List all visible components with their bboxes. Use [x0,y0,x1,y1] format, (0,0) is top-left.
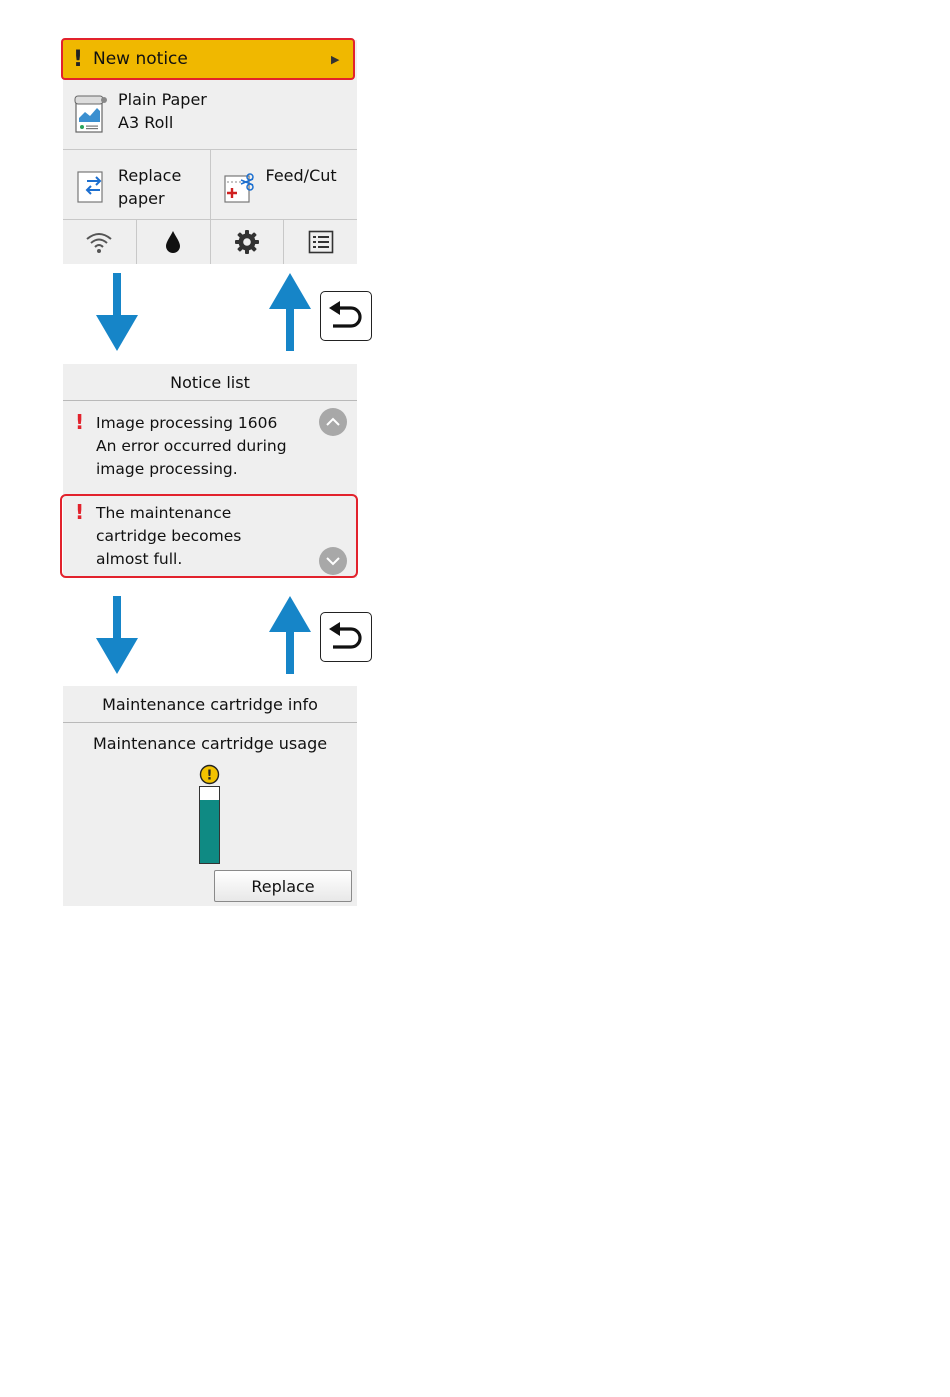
replace-paper-button[interactable] [63,150,210,219]
gear-icon [234,229,260,255]
notice-item-maintenance-cartridge[interactable] [60,494,358,578]
feed-cut-label: Feed/Cut [265,166,337,185]
new-notice-label: New notice [93,49,188,69]
paper-roll-icon [73,92,107,136]
scroll-down-button[interactable] [319,547,347,575]
error-mark-icon: ! [75,500,85,524]
settings-button[interactable] [210,220,284,264]
maintenance-info-title: Maintenance cartridge info [63,686,357,723]
notice-exclamation-icon: ! [72,46,84,72]
down-arrow-icon [96,596,138,674]
ink-drop-icon [164,230,182,254]
up-arrow-icon [269,273,311,351]
back-arrow-icon [327,621,365,653]
chevron-down-icon [325,556,341,566]
notice-item-image-processing[interactable] [63,408,357,492]
paper-size: A3 Roll [118,113,174,132]
warning-mark: ! [206,768,213,784]
usage-label: Maintenance cartridge usage [92,734,328,753]
new-notice-button[interactable] [61,38,355,80]
warning-icon [199,764,220,785]
usage-gauge-fill [200,800,219,863]
error-mark-icon: ! [75,410,85,434]
menu-list-button[interactable] [283,220,357,264]
home-screen [63,40,357,264]
paper-type: Plain Paper [118,90,207,109]
usage-gauge [199,786,220,864]
notice-list-screen [63,364,357,578]
paper-settings-button[interactable] [63,84,357,150]
notice-text: Image processing 1606 An error occurred during image processing. [96,414,287,478]
replace-button[interactable]: Replace [214,870,352,902]
feed-cut-button[interactable] [210,150,358,219]
up-arrow-icon [269,596,311,674]
triangle-right-icon: ▶ [331,52,340,66]
action-row [63,150,357,220]
replace-paper-label: Replace paper [118,166,182,208]
bottom-icon-row [63,220,357,264]
list-icon [308,230,334,254]
chevron-up-icon [325,417,341,427]
notice-text: The maintenance cartridge becomes almost full. [96,504,242,568]
scroll-up-button[interactable] [319,408,347,436]
back-button[interactable] [320,291,372,341]
wifi-icon [85,230,113,254]
maintenance-info-screen [63,686,357,906]
back-button[interactable] [320,612,372,662]
back-arrow-icon [327,300,365,332]
notice-list-title: Notice list [63,364,357,401]
replace-paper-icon [75,168,109,204]
feed-cut-icon [223,168,257,204]
down-arrow-icon [96,273,138,351]
wifi-button[interactable] [63,220,136,264]
ink-button[interactable] [136,220,210,264]
